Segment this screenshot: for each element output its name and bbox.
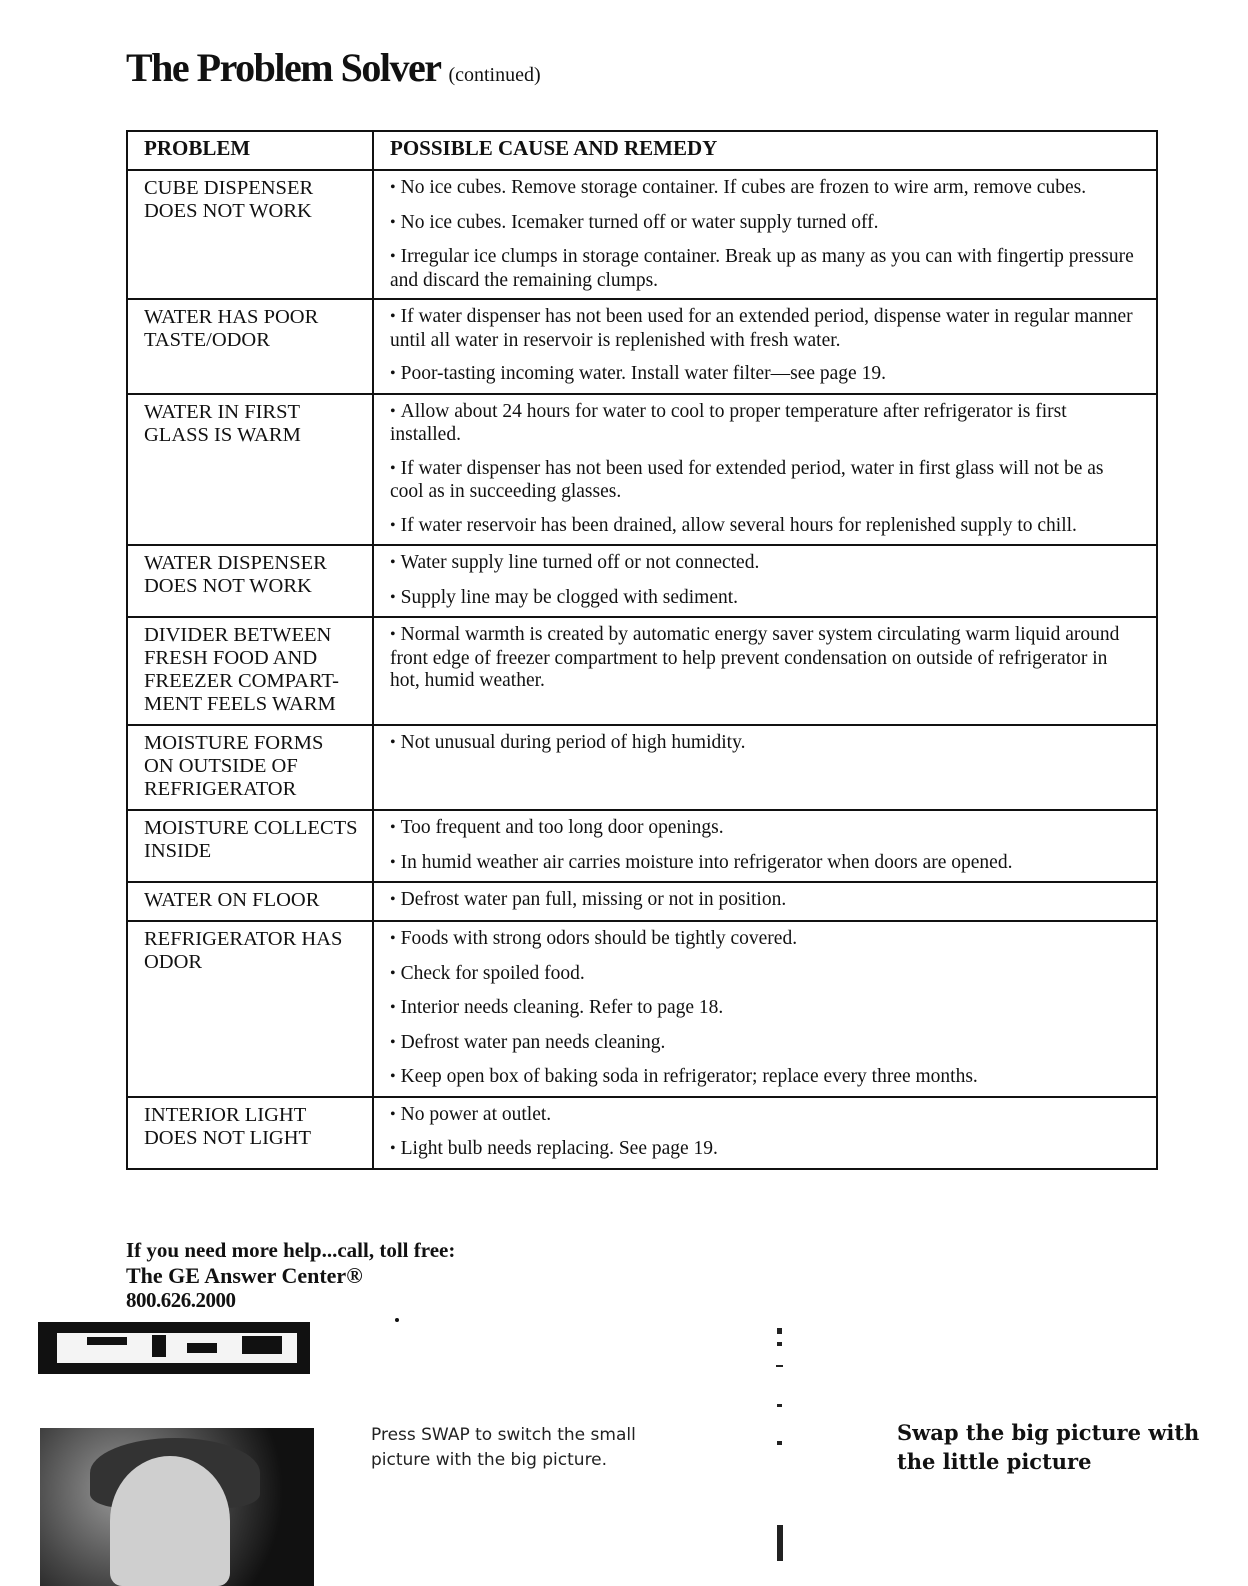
problem-solver-table [126, 130, 1158, 1170]
phone-number: 800.626.2000 [126, 1288, 236, 1312]
bullet-icon: • [390, 308, 396, 325]
bullet-icon: • [390, 459, 396, 477]
remedy-item [390, 401, 1140, 447]
remedy-text: Poor-tasting incoming water. Install water filter—see page 19. [400, 363, 886, 384]
remedy-cell [373, 810, 1157, 882]
table-row [127, 921, 1157, 1097]
scan-artifact-logo [38, 1322, 310, 1374]
remedy-text: Keep open box of baking soda in refrigerator; replace every three months. [400, 1066, 978, 1087]
remedy-text: Too frequent and too long door openings. [400, 817, 724, 838]
remedy-cell [373, 170, 1157, 299]
artifact-mark [242, 1336, 282, 1354]
remedy-item [390, 817, 1140, 841]
scan-artifact-inner [54, 1330, 300, 1366]
bullet-icon: • [390, 1105, 396, 1123]
bullet-icon: • [390, 626, 396, 643]
remedy-text: If water dispenser has not been used for extended period, water in first glass will not be as cool as in succeeding glasses. [390, 457, 1104, 502]
scan-artifact-bar [777, 1525, 783, 1561]
remedy-item [390, 1138, 1140, 1162]
problem-cell: DIVIDER BETWEEN FRESH FOOD AND FREEZER COMPART-MENT FEELS WARM [127, 617, 373, 725]
remedy-text: Irregular ice clumps in storage container. Break up as many as you can with fingertip pressure and discard the remaining clumps. [390, 246, 1134, 291]
remedy-item [390, 997, 1140, 1021]
help-contact [126, 1238, 455, 1313]
problem-cell: CUBE DISPENSER DOES NOT WORK [127, 170, 373, 299]
bullet-icon: • [390, 179, 396, 196]
table-row [127, 394, 1157, 546]
bullet-icon: • [390, 588, 396, 606]
table-row [127, 299, 1157, 394]
scan-artifact-mark [777, 1404, 782, 1407]
problem-cell: REFRIGERATOR HAS ODOR [127, 921, 373, 1097]
swap-instruction: Press SWAP to switch the small picture with the big picture. [371, 1425, 636, 1470]
table-header-row [127, 131, 1157, 170]
bullet-icon: • [390, 1068, 396, 1085]
bullet-icon: • [390, 930, 396, 947]
remedy-cell [373, 617, 1157, 725]
title-continued: (continued) [448, 64, 541, 86]
table-row [127, 882, 1157, 921]
photo-face [110, 1456, 230, 1586]
remedy-item [390, 587, 1140, 611]
remedy-cell [373, 545, 1157, 617]
remedy-text: Light bulb needs replacing. See page 19. [400, 1138, 718, 1159]
page-title [126, 44, 541, 91]
remedy-item [390, 928, 1140, 952]
answer-center-name: The GE Answer Center® [126, 1263, 363, 1288]
remedy-item [390, 963, 1140, 987]
remedy-text: Water supply line turned off or not connected. [400, 552, 760, 573]
remedy-text: No ice cubes. Remove storage container. If cubes are frozen to wire arm, remove cubes. [400, 177, 1087, 198]
remedy-item [390, 363, 1140, 387]
remedy-item [390, 212, 1140, 236]
remedy-item [390, 552, 1140, 576]
scan-artifact-mark [777, 1342, 782, 1346]
table-row [127, 1097, 1157, 1169]
remedy-text: In humid weather air carries moisture into refrigerator when doors are opened. [400, 851, 1013, 873]
remedy-text: Defrost water pan needs cleaning. [400, 1031, 666, 1053]
remedy-cell [373, 1097, 1157, 1169]
bullet-icon: • [390, 734, 396, 751]
remedy-item [390, 1066, 1140, 1090]
remedy-cell [373, 921, 1157, 1097]
problem-cell: MOISTURE COLLECTS INSIDE [127, 810, 373, 882]
bullet-icon: • [390, 999, 396, 1016]
remedy-cell [373, 394, 1157, 546]
stray-dot [395, 1318, 399, 1322]
artifact-mark [152, 1335, 166, 1357]
remedy-item [390, 1032, 1140, 1056]
title-main: The Problem Solver [126, 45, 441, 90]
remedy-item [390, 624, 1140, 693]
remedy-text: No ice cubes. Icemaker turned off or water supply turned off. [400, 211, 879, 233]
remedy-cell [373, 725, 1157, 810]
remedy-text: Allow about 24 hours for water to cool to proper temperature after refrigerator is first installed. [390, 400, 1067, 445]
bullet-icon: • [390, 402, 396, 420]
bullet-icon: • [390, 1033, 396, 1051]
remedy-item [390, 246, 1140, 292]
table-row [127, 617, 1157, 725]
problem-cell: INTERIOR LIGHT DOES NOT LIGHT [127, 1097, 373, 1169]
bullet-icon: • [390, 554, 396, 571]
table-row [127, 170, 1157, 299]
remedy-cell [373, 882, 1157, 921]
remedy-text: Not unusual during period of high humidity. [400, 732, 746, 753]
problem-cell: WATER IN FIRST GLASS IS WARM [127, 394, 373, 546]
scan-artifact-mark [776, 1365, 783, 1367]
table-row [127, 545, 1157, 617]
remedy-text: If water dispenser has not been used for an extended period, dispense water in regular manner until all water in reservoir is replenished with fresh water. [390, 306, 1133, 351]
scan-artifact-mark [777, 1328, 782, 1334]
remedy-item [390, 1104, 1140, 1128]
bullet-icon: • [390, 891, 396, 908]
remedy-item [390, 306, 1140, 352]
bullet-icon: • [390, 964, 396, 982]
help-line: If you need more help...call, toll free: [126, 1238, 456, 1262]
remedy-text: Defrost water pan full, missing or not in position. [400, 889, 787, 910]
remedy-item [390, 732, 1140, 756]
artifact-mark [187, 1343, 217, 1353]
bullet-icon: • [390, 213, 396, 231]
swap-heading: Swap the big picture with the little picture [897, 1420, 1200, 1474]
remedy-text: Check for spoiled food. [400, 962, 585, 984]
problem-cell: WATER HAS POOR TASTE/ODOR [127, 299, 373, 394]
artifact-mark [87, 1337, 127, 1345]
bullet-icon: • [390, 853, 396, 871]
col-header-remedy: POSSIBLE CAUSE AND REMEDY [373, 131, 1157, 170]
remedy-text: Supply line may be clogged with sediment. [400, 586, 739, 608]
remedy-item [390, 177, 1140, 201]
remedy-text: Normal warmth is created by automatic energy saver system circulating warm liquid around front edge of freezer compartment to help prevent condensation on outside of refrigerator in hot, humid weather. [390, 624, 1120, 691]
remedy-item [390, 515, 1140, 539]
remedy-item [390, 458, 1140, 504]
bullet-icon: • [390, 248, 396, 265]
bullet-icon: • [390, 516, 396, 534]
problem-cell: MOISTURE FORMS ON OUTSIDE OF REFRIGERATOR [127, 725, 373, 810]
table-row [127, 810, 1157, 882]
photo-thumbnail [40, 1428, 314, 1586]
problem-cell: WATER DISPENSER DOES NOT WORK [127, 545, 373, 617]
problem-cell: WATER ON FLOOR [127, 882, 373, 921]
bullet-icon: • [390, 819, 396, 836]
col-header-problem: PROBLEM [127, 131, 373, 170]
remedy-text: No power at outlet. [400, 1103, 552, 1125]
remedy-item [390, 852, 1140, 876]
table-body [127, 170, 1157, 1169]
remedy-item [390, 889, 1140, 913]
table-row [127, 725, 1157, 810]
remedy-cell [373, 299, 1157, 394]
scan-artifact-mark [777, 1441, 782, 1445]
remedy-text: If water reservoir has been drained, allow several hours for replenished supply to chill. [400, 514, 1077, 536]
remedy-text: Interior needs cleaning. Refer to page 18. [400, 997, 724, 1018]
bullet-icon: • [390, 365, 396, 382]
bullet-icon: • [390, 1140, 396, 1157]
remedy-text: Foods with strong odors should be tightly covered. [400, 928, 798, 949]
